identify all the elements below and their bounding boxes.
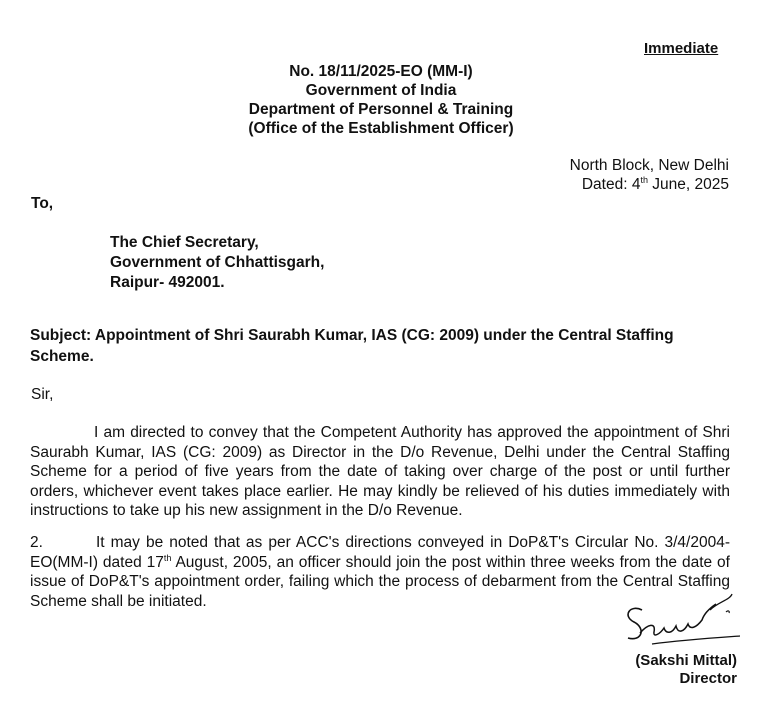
recipient-line-3: Raipur- 492001.: [110, 274, 225, 291]
office-name: (Office of the Establishment Officer): [248, 120, 514, 137]
subject-text: Appointment of Shri Saurabh Kumar, IAS (CG: 2009) under the Central Staffing Scheme.: [30, 327, 674, 365]
signature-image: [612, 588, 747, 654]
paragraph-2-part2: August, 2005, an officer should join the post within three weeks from the date of issue of DoP&T's appointment order, failing which the process of debarment from the Central Staffing Scheme shall be initiated.: [30, 553, 730, 610]
date-prefix: Dated: 4: [581, 176, 641, 193]
recipient-line-1: The Chief Secretary,: [110, 234, 259, 251]
government-name: Government of India: [305, 82, 457, 99]
paragraph-1-text: I am directed to convey that the Competent Authority has approved the appointment of Shri Saurabh Kumar, IAS (CG: 2009) as Director in the D/o Revenue, Delhi under the Central Staffing Scheme for a period of five years from the date of taking over charge of the post or until further orders, whichever event takes place earlier. He may kindly be relieved of his duties immediately with instructions to take up his new assignment in the D/o Revenue.: [30, 424, 730, 520]
signatory-designation: Director: [679, 670, 737, 687]
place-line: North Block, New Delhi: [569, 157, 729, 174]
file-number: No. 18/11/2025-EO (MM-I): [289, 63, 473, 80]
signatory-name: (Sakshi Mittal): [635, 652, 737, 669]
department-name: Department of Personnel & Training: [248, 101, 514, 118]
salutation: Sir,: [31, 386, 54, 403]
paragraph-2-number: 2.: [30, 534, 43, 551]
paragraph-2-sup: th: [163, 552, 172, 563]
date-rest: June, 2025: [647, 176, 729, 193]
recipient-line-2: Government of Chhattisgarh,: [110, 254, 325, 271]
date-line: [582, 175, 729, 194]
paragraph-1: [30, 423, 730, 521]
paragraph-2-part1: It may be noted that as per ACC's directions conveyed in DoP&T's Circular No. 3/4/2004-EO(MM-I) dated 17: [30, 534, 730, 571]
subject-label: Subject:: [30, 327, 92, 344]
subject-line: [30, 325, 730, 367]
date-suffix: th: [640, 174, 648, 185]
priority-label: Immediate: [644, 40, 719, 57]
to-label: To,: [31, 195, 54, 212]
